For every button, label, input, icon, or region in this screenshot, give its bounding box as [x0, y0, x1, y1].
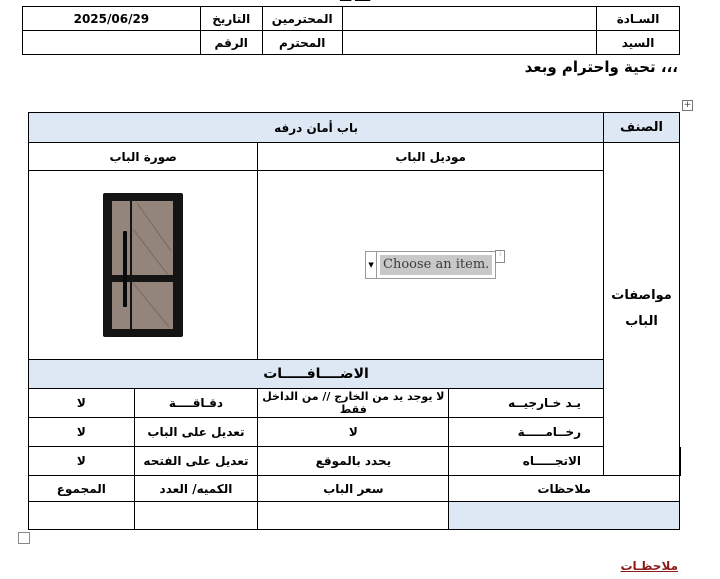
total-value[interactable]	[29, 502, 135, 530]
qty-value[interactable]	[134, 502, 258, 530]
addition-value2: لا	[29, 389, 135, 418]
mr-name[interactable]	[342, 31, 596, 55]
addition-label: رخــامـــــة	[449, 418, 604, 447]
page-title-fragment	[340, 0, 370, 4]
notes-value[interactable]	[449, 502, 680, 530]
spec-table	[28, 112, 681, 530]
door-model-cell	[258, 171, 604, 360]
addition-label: الاتجـــــاه	[449, 447, 604, 476]
model-dropdown-value[interactable]: Choose an item.	[380, 255, 492, 275]
qty-header: الكميه/ العدد	[134, 476, 258, 502]
photo-header: صورة الباب	[29, 143, 258, 171]
category-label: الصنف	[604, 113, 680, 143]
addition-value2: لا	[29, 418, 135, 447]
chevron-down-icon[interactable]: ▼	[366, 252, 377, 278]
specs-spacer	[680, 447, 681, 476]
price-header: سعر الباب	[258, 476, 449, 502]
greeting: تحية واحترام وبعد ،،،	[524, 58, 678, 76]
door-handle	[123, 231, 127, 307]
addition-value: يحدد بالموقع	[258, 447, 449, 476]
notes-header: ملاحظات	[449, 476, 680, 502]
table-move-handle[interactable]: +	[683, 100, 692, 110]
addition-label2: تعديل على الباب	[134, 418, 258, 447]
honorific-plural: المحترمين	[262, 7, 342, 31]
honorific-singular: المحترم	[262, 31, 342, 55]
door-divider-strip	[103, 275, 183, 282]
date-label: التاريخ	[200, 7, 262, 31]
addition-label2: دقـاقــــة	[134, 389, 258, 418]
addition-label: يـد خـارجيــه	[449, 389, 604, 418]
addition-value: لا	[258, 418, 449, 447]
price-value[interactable]	[258, 502, 449, 530]
door-image	[103, 193, 183, 337]
recipient-label: السـادة	[597, 7, 680, 31]
additions-title: الاضــــافـــــات	[29, 360, 604, 389]
model-header: موديل الباب	[258, 143, 604, 171]
category-value: باب أمان درفه	[29, 113, 604, 143]
date-value: 2025/06/29	[23, 7, 201, 31]
addition-value: لا يوجد يد من الخارج // من الداخل فقط	[258, 389, 449, 418]
specs-label: مواصفات الباب	[604, 143, 680, 476]
door-panel-right	[132, 201, 173, 329]
drag-handle-icon[interactable]: ⋮	[495, 250, 505, 263]
recipient-name[interactable]	[342, 7, 596, 31]
number-label: الرقم	[200, 31, 262, 55]
addition-value2: لا	[29, 447, 135, 476]
table-resize-handle[interactable]	[18, 532, 30, 544]
model-dropdown[interactable]	[365, 249, 504, 279]
header-table	[22, 6, 680, 55]
number-value[interactable]	[23, 31, 201, 55]
footer-notes-heading: ملاحظـات	[620, 559, 678, 573]
addition-label2: تعديل على الفتحه	[134, 447, 258, 476]
door-panel-left	[112, 201, 130, 329]
total-header: المجموع	[29, 476, 135, 502]
mr-label: السيد	[597, 31, 680, 55]
door-photo-cell	[29, 171, 258, 360]
